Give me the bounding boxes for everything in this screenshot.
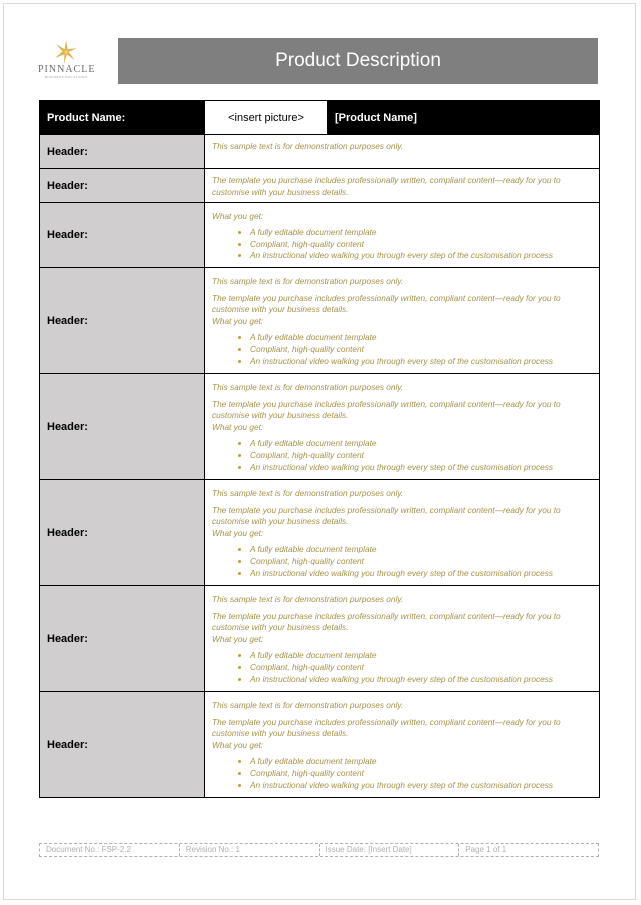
row-header-label: Header: <box>40 480 205 586</box>
benefits-list <box>212 756 591 791</box>
table-row <box>40 374 600 480</box>
footer-page-number: Page 1 of 1 <box>465 845 507 854</box>
list-item: • An instructional video walking you through every step of the customisation process <box>250 568 591 580</box>
product-table <box>39 100 600 798</box>
row-header-label: Header: <box>40 586 205 692</box>
content-text: The template you purchase includes professionally written, compliant content—ready for you to customise with your business details. <box>212 610 561 633</box>
list-item: • Compliant, high-quality content <box>250 662 591 674</box>
row-content[interactable] <box>205 374 600 480</box>
list-item: • Compliant, high-quality content <box>250 768 591 780</box>
footer-revision-number: Revision No.: 1 <box>180 844 320 856</box>
content-text: This sample text is for demonstration purposes only. <box>212 382 404 393</box>
row-header-label: Header: <box>40 169 205 203</box>
content-text: The template you purchase includes professionally written, compliant content—ready for you to customise with your business details. <box>212 175 561 197</box>
row-content[interactable] <box>205 169 600 203</box>
row-header-label: Header: <box>40 374 205 480</box>
document-title-bar <box>118 38 598 84</box>
row-content[interactable] <box>205 203 600 268</box>
product-name-value[interactable]: [Product Name] <box>328 101 600 135</box>
product-name-row <box>40 101 600 135</box>
row-header-label: Header: <box>40 135 205 169</box>
content-text: The template you purchase includes professionally written, compliant content—ready for you to customise with your business details. <box>212 716 561 739</box>
list-item: • A fully editable document template <box>250 756 591 768</box>
logo-tagline: BUSINESS SOLUTIONS <box>44 75 88 79</box>
insert-picture-placeholder[interactable]: <insert picture> <box>205 101 328 135</box>
list-item: • Compliant, high-quality content <box>250 344 591 356</box>
benefits-list <box>212 650 591 685</box>
table-row <box>40 169 600 203</box>
list-item: • An instructional video walking you through every step of the customisation process <box>250 250 591 262</box>
benefits-list <box>212 438 591 473</box>
logo-name: PINNACLE <box>38 64 96 75</box>
list-item: • A fully editable document template <box>250 544 591 556</box>
content-text: The template you purchase includes professionally written, compliant content—ready for you to customise with your business details. <box>212 398 561 421</box>
list-item: • A fully editable document template <box>250 227 591 239</box>
benefits-list <box>212 227 591 262</box>
table-row <box>40 480 600 586</box>
content-text: This sample text is for demonstration purposes only. <box>212 700 404 711</box>
content-text: This sample text is for demonstration purposes only. <box>212 141 404 151</box>
star-logo-icon <box>53 40 79 64</box>
benefits-list <box>212 332 591 367</box>
table-row <box>40 268 600 374</box>
content-text: This sample text is for demonstration purposes only. <box>212 488 404 499</box>
footer-issue-date: Issue Date: [Insert Date] <box>320 844 460 856</box>
list-item: • Compliant, high-quality content <box>250 450 591 462</box>
row-header-label: Header: <box>40 268 205 374</box>
document-title: Product Description <box>275 50 441 71</box>
row-content[interactable] <box>205 586 600 692</box>
content-text: What you get: <box>212 315 264 326</box>
content-text: What you get: <box>212 633 264 644</box>
content-text: The template you purchase includes professionally written, compliant content—ready for you to customise with your business details. <box>212 292 561 315</box>
list-item: • Compliant, high-quality content <box>250 239 591 251</box>
list-item: • A fully editable document template <box>250 650 591 662</box>
row-content[interactable] <box>205 480 600 586</box>
table-row <box>40 586 600 692</box>
table-row <box>40 692 600 798</box>
row-content[interactable] <box>205 692 600 798</box>
list-item: • An instructional video walking you through every step of the customisation process <box>250 674 591 686</box>
list-item: • Compliant, high-quality content <box>250 556 591 568</box>
row-header-label: Header: <box>40 203 205 268</box>
document-footer <box>39 843 599 857</box>
row-content[interactable] <box>205 268 600 374</box>
benefits-list <box>212 544 591 579</box>
row-header-label: Header: <box>40 692 205 798</box>
content-text: The template you purchase includes professionally written, compliant content—ready for you to customise with your business details. <box>212 504 561 527</box>
table-row <box>40 203 600 268</box>
row-content[interactable] <box>205 135 600 169</box>
content-text: This sample text is for demonstration purposes only. <box>212 594 404 605</box>
list-item: • An instructional video walking you through every step of the customisation process <box>250 780 591 792</box>
list-item: • An instructional video walking you through every step of the customisation process <box>250 462 591 474</box>
list-item: • A fully editable document template <box>250 332 591 344</box>
content-text: What you get: <box>212 421 264 432</box>
product-name-label: Product Name: <box>40 101 205 135</box>
list-item: • An instructional video walking you through every step of the customisation process <box>250 356 591 368</box>
list-item: • A fully editable document template <box>250 438 591 450</box>
content-text: This sample text is for demonstration purposes only. <box>212 276 404 287</box>
content-text: What you get: <box>212 739 264 750</box>
content-text: What you get: <box>212 527 264 538</box>
table-row <box>40 135 600 169</box>
company-logo <box>38 40 94 84</box>
footer-document-number: Document No.: FSP-2.2 <box>40 844 180 856</box>
content-text: What you get: <box>212 210 264 221</box>
